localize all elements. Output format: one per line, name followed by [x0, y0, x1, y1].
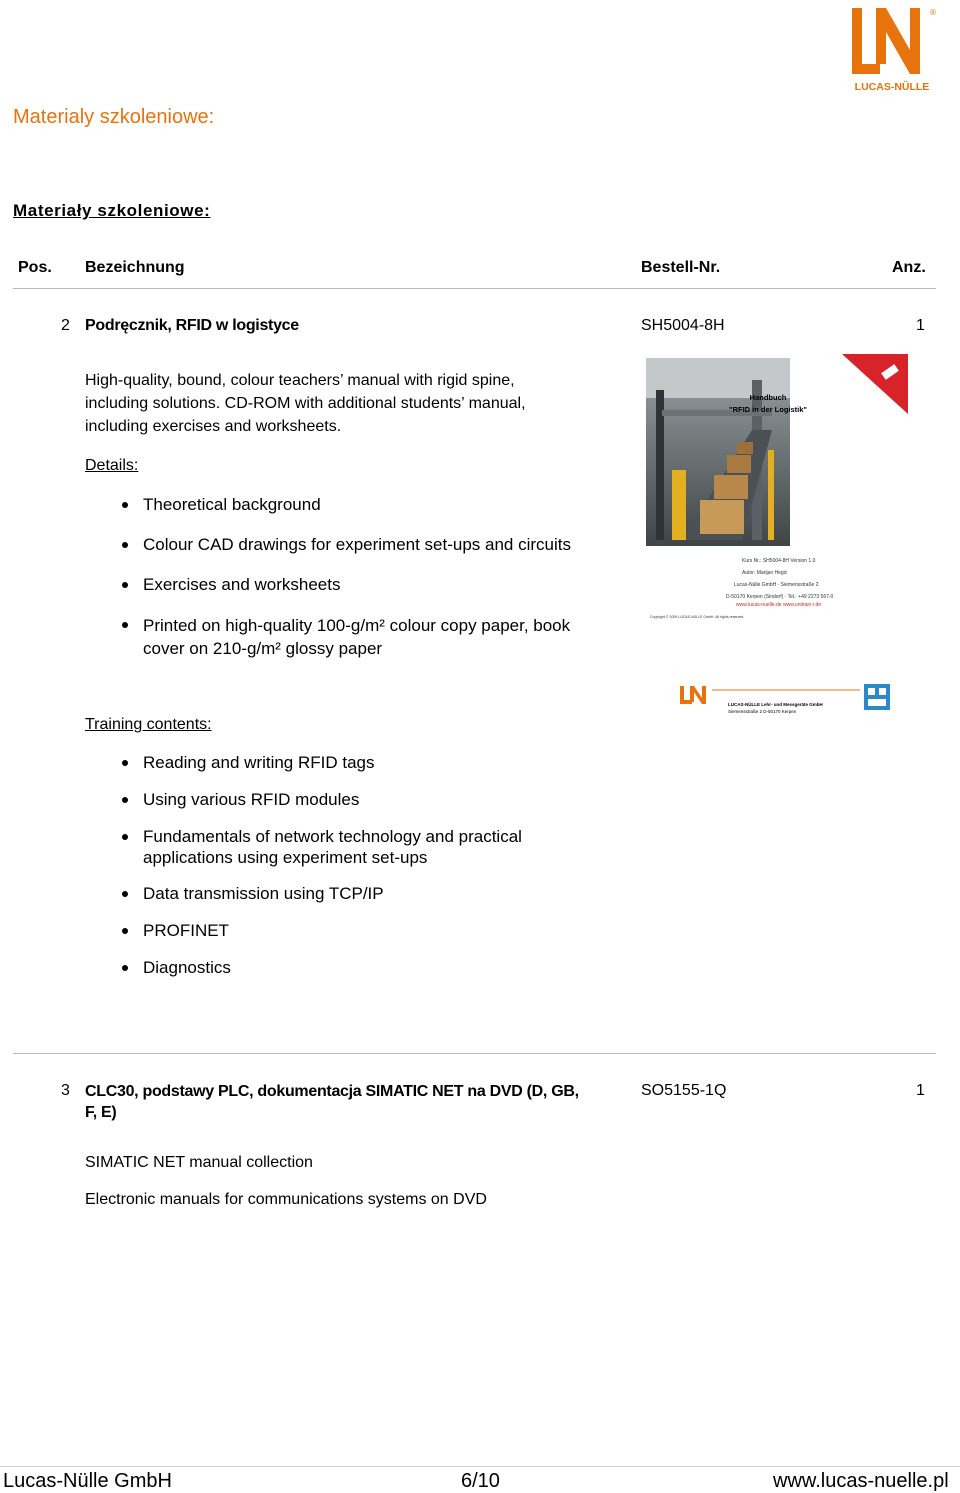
svg-text:®: ® [930, 8, 936, 17]
item-name-line: F, E) [85, 1104, 117, 1121]
cover-subtitle: "RFID in der Logistik" [729, 405, 807, 414]
item-line: SIMATIC NET manual collection [85, 1154, 313, 1171]
item-divider [13, 1053, 936, 1054]
footer-page-number: 6/10 [461, 1470, 500, 1492]
cover-info-line: Kurs Nr.: SH5004-8H Version 1.0 [742, 558, 816, 564]
cover-title: Handbuch [749, 393, 787, 402]
item-order-number: SH5004-8H [641, 317, 725, 334]
header-pos: Pos. [18, 259, 52, 276]
item-quantity: 1 [916, 317, 925, 334]
description-line: including exercises and worksheets. [85, 418, 342, 435]
cover-copyright: Copyright © 2009 LUCAS-NÜLLE GmbH. All rights reserved. [650, 615, 745, 619]
item-name: Podręcznik, RFID w logistyce [85, 317, 299, 334]
cover-info-line: D-50170 Kerpen (Sindorf) · Tel.: +49 2273 567-0 [726, 594, 834, 600]
item-quantity: 1 [916, 1082, 925, 1099]
list-item: Data transmission using TCP/IP [122, 883, 622, 905]
list-item: Printed on high-quality 100-g/m² colour copy paper, book cover on 210-g/m² glossy paper [122, 614, 603, 660]
header-quantity: Anz. [892, 259, 926, 276]
list-item: Exercises and worksheets [122, 574, 622, 596]
item-order-number: SO5155-1Q [641, 1082, 727, 1099]
list-item: Fundamentals of network technology and practical applications using experiment set-ups [122, 826, 563, 868]
description-line: High-quality, bound, colour teachers’ manual with rigid spine, [85, 372, 515, 389]
footer-website-link[interactable]: www.lucas-nuelle.pl [773, 1470, 949, 1492]
list-item: PROFINET [122, 920, 622, 942]
cover-company: LUCAS-NÜLLE Lehr- und Messgeräte GmbH [728, 702, 823, 707]
list-item: Using various RFID modules [122, 789, 622, 811]
cover-info-line: www.lucas-nuelle.de www.unitrain-i.de [736, 602, 822, 608]
footer-company: Lucas-Nülle GmbH [3, 1470, 172, 1492]
details-label: Details: [85, 457, 139, 474]
parcel [700, 500, 744, 534]
details-list [122, 494, 622, 660]
training-list [122, 752, 622, 979]
item-description [85, 369, 526, 438]
item-name [85, 1081, 579, 1123]
cover-info-line: Autor: Marijan Hegic [742, 570, 788, 576]
section-title: Materiały szkoleniowe: [13, 201, 211, 220]
list-item: Diagnostics [122, 957, 622, 979]
item-pos: 2 [61, 317, 70, 334]
list-item: Theoretical background [122, 494, 622, 516]
logo-text: LUCAS-NÜLLE [854, 81, 930, 93]
lucas-nuelle-logo [846, 6, 938, 94]
header-order-number: Bestell-Nr. [641, 259, 721, 276]
item-line: Electronic manuals for communications systems on DVD [85, 1191, 487, 1208]
header-name: Bezeichnung [85, 259, 185, 276]
header-divider [13, 288, 936, 289]
item-name-line: CLC30, podstawy PLC, dokumentacja SIMATIC NET na DVD (D, GB, [85, 1083, 579, 1100]
description-line: including solutions. CD-ROM with additional students’ manual, [85, 395, 526, 412]
unitrain-badge [864, 684, 890, 710]
list-item: Reading and writing RFID tags [122, 752, 622, 774]
cover-info-line: Lucas-Nülle GmbH · Siemensstraße 2 [734, 582, 819, 588]
page-title: Materialy szkoleniowe: [13, 106, 215, 128]
manual-cover-image [642, 350, 914, 730]
footer-divider [0, 1466, 960, 1467]
cover-address: Siemensstraße 2 D-50170 Kerpen [728, 709, 797, 714]
item-pos: 3 [61, 1082, 70, 1099]
list-item: Colour CAD drawings for experiment set-ups and circuits [122, 534, 622, 556]
training-label: Training contents: [85, 716, 212, 733]
